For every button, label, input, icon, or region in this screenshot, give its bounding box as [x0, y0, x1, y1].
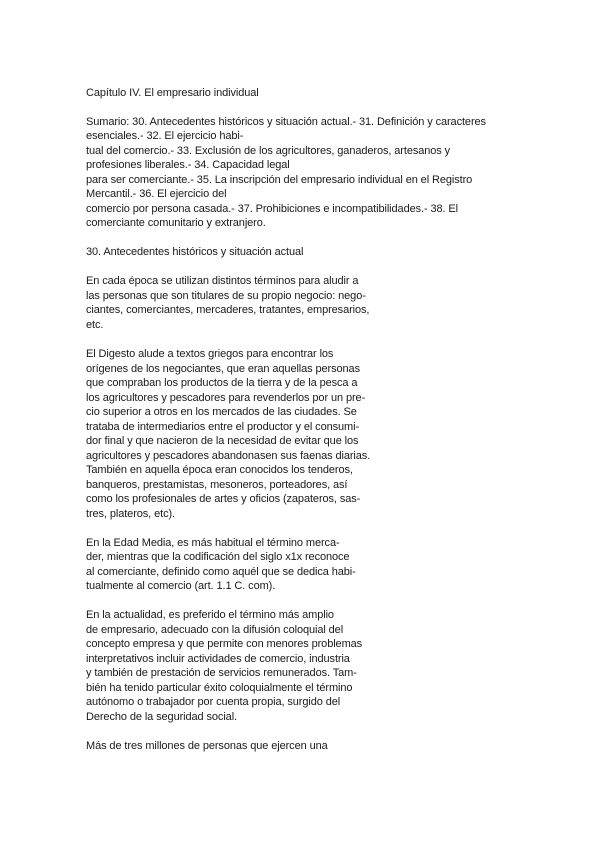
paragraph-line: etc.: [86, 319, 104, 331]
paragraph-line: las personas que son titulares de su propio negocio: nego-: [86, 290, 366, 302]
summary-line: profesiones liberales.- 34. Capacidad legal: [86, 159, 290, 171]
paragraph-line: Más de tres millones de personas que ejercen una: [86, 740, 328, 752]
paragraph-line: banqueros, prestamistas, mesoneros, porteadores, así: [86, 479, 348, 491]
summary-line: Sumario: 30. Antecedentes históricos y situación actual.- 31. Definición y caracteres: [86, 116, 486, 128]
paragraph-line: bién ha tenido particular éxito coloquialmente el término: [86, 682, 353, 694]
summary-line: Mercantil.- 36. El ejercicio del: [86, 188, 227, 200]
section-heading: 30. Antecedentes históricos y situación actual: [86, 246, 304, 258]
paragraph-line: los agricultores y pescadores para revenderlos por un pre-: [86, 392, 366, 404]
paragraph-line: trataba de intermediarios entre el productor y el consumi-: [86, 421, 360, 433]
paragraph-line: autónomo o trabajador por cuenta propia, surgido del: [86, 696, 341, 708]
paragraph-line: También en aquella época eran conocidos los tenderos,: [86, 464, 353, 476]
paragraph-line: En cada época se utilizan distintos términos para aludir a: [86, 275, 359, 287]
paragraph-line: Derecho de la seguridad social.: [86, 711, 237, 723]
summary-line: para ser comerciante.- 35. La inscripción del empresario individual en el Registro: [86, 174, 473, 186]
paragraph-line: y también de prestación de servicios remunerados. Tam-: [86, 667, 357, 679]
paragraph-line: agricultores y pescadores abandonasen sus faenas diarias.: [86, 450, 371, 462]
paragraph-line: En la actualidad, es preferido el término más amplio: [86, 609, 334, 621]
summary-line: tual del comercio.- 33. Exclusión de los agricultores, ganaderos, artesanos y: [86, 145, 451, 157]
paragraph-line: El Digesto alude a textos griegos para encontrar los: [86, 348, 334, 360]
paragraph-line: como los profesionales de artes y oficios (zapateros, sas-: [86, 493, 361, 505]
summary-line: esenciales.- 32. El ejercicio habi-: [86, 130, 244, 142]
paragraph-line: der, mientras que la codificación del siglo x1x reconoce: [86, 551, 350, 563]
paragraph-line: al comerciante, definido como aquél que se dedica habi-: [86, 566, 356, 578]
paragraph-line: tualmente al comercio (art. 1.1 C. com).: [86, 580, 276, 592]
paragraph-line: dor final y que nacieron de la necesidad de evitar que los: [86, 435, 359, 447]
paragraph-line: ciantes, comerciantes, mercaderes, tratantes, empresarios,: [86, 304, 370, 316]
paragraph-line: orígenes de los negociantes, que eran aquellas personas: [86, 363, 360, 375]
paragraph-line: de empresario, adecuado con la difusión coloquial del: [86, 624, 344, 636]
summary-line: comercio por persona casada.- 37. Prohibiciones e incompatibilidades.- 38. El: [86, 203, 459, 215]
paragraph-line: interpretativos incluir actividades de comercio, industria: [86, 653, 350, 665]
paragraph-line: que compraban los productos de la tierra y de la pesca a: [86, 377, 358, 389]
chapter-title: Capítulo IV. El empresario individual: [86, 87, 259, 99]
paragraph-line: tres, plateros, etc).: [86, 508, 175, 520]
paragraph-line: En la Edad Media, es más habitual el término merca-: [86, 537, 340, 549]
paragraph-line: cio superior a otros en los mercados de las ciudades. Se: [86, 406, 357, 418]
paragraph-line: concepto empresa y que permite con menores problemas: [86, 638, 363, 650]
summary-line: comerciante comunitario y extranjero.: [86, 217, 266, 229]
